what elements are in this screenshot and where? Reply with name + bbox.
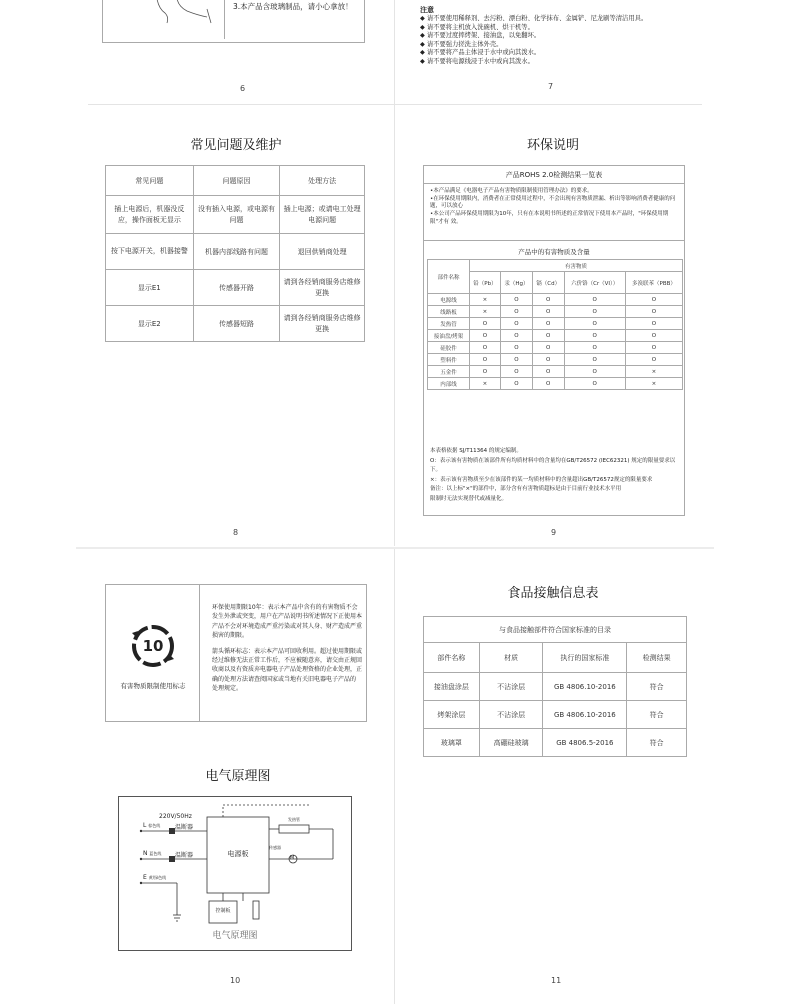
substance-mark: O: [500, 378, 532, 390]
circuit-title: 电气原理图: [205, 769, 271, 784]
substance-mark: O: [532, 366, 564, 378]
footer-line: O：表示该有害物质在该部件所有均质材料中的含量均在GB/T26572 (IEC62321) 规定的限量要求以下。: [430, 457, 676, 473]
header-cell: 常见问题: [106, 166, 194, 196]
control-board-label: 控制板: [215, 908, 231, 914]
substance-table: [427, 259, 683, 390]
substance-name: 多溴联苯（PBB）: [625, 272, 682, 294]
substance-mark: O: [532, 318, 564, 330]
rohs-row: [428, 330, 683, 342]
substance-mark: O: [564, 294, 625, 306]
fuse2-label: 温断器: [175, 852, 194, 859]
header-cell: 问题原因: [193, 166, 280, 196]
env-logo-caption: 有害物质限制使用标志: [120, 682, 186, 690]
e-label: E: [143, 874, 147, 881]
substance-mark: O: [470, 318, 501, 330]
e-sub: 黄/绿色线: [148, 875, 167, 880]
rohs-row: [428, 366, 683, 378]
page-8: [100, 105, 380, 545]
note-item: ◆ 请不要将产品主体浸于水中或向其泼水。: [420, 49, 541, 57]
page-number: 8: [233, 528, 239, 537]
table-cell: 烤架涂层: [424, 701, 480, 729]
page-9: [418, 105, 708, 545]
recycle-text: 箭头循环标志：表示本产品可回收利用。超过使用期限或经过维修无法正常工作后，不应被随意弃，请交由正规回收商以及有资质弃电器电子产品处理资格的企业处理，正确的处理方法请查阅国家或当地有关旧电器电子产品的 处理规定。: [212, 647, 363, 693]
footer-line: 限制时无法实现替代或减量化。: [430, 495, 508, 502]
page-number: 7: [548, 82, 554, 91]
e-terminal: [143, 874, 166, 881]
table-cell: 显示E2: [106, 306, 194, 342]
page-title: 常见问题及维护: [190, 138, 282, 153]
substance-name: 铅（Pb）: [470, 272, 501, 294]
rohs-row: [428, 378, 683, 390]
center-divider-3: [394, 549, 395, 1004]
substance-mark: O: [500, 366, 532, 378]
n-sub: 蓝色线: [149, 851, 162, 856]
page-11: [418, 550, 708, 1000]
substance-name: 六价铬（Cr（VI））: [564, 272, 625, 294]
table-cell: GB 4806.10-2016: [543, 673, 627, 701]
table-cell: 退回供销商处理: [280, 234, 365, 270]
intro-line: •在环保使用期限内，消费者在正常使用过程中，不会出现有害物质泄漏、析出等影响消费者健康的问题，可以放心: [430, 195, 676, 210]
substance-mark: O: [564, 366, 625, 378]
table-cell: GB 4806.10-2016: [543, 701, 627, 729]
substance-header: 有害物质: [470, 260, 683, 272]
note-item: ◆ 请不要强力搓洗主体外壳。: [420, 40, 503, 48]
part-name: 内部线: [428, 378, 470, 390]
header-cell: 执行的国家标准: [543, 643, 627, 673]
part-name: 硅胶件: [428, 342, 470, 354]
substance-mark: O: [470, 366, 501, 378]
table-cell: 插上电源；或请电工处理电源问题: [280, 196, 365, 234]
part-name: 五金件: [428, 366, 470, 378]
row-divider-2: [76, 547, 714, 549]
rohs-row: [428, 318, 683, 330]
sketch-figure: [107, 0, 225, 39]
table-cell: 玻璃罩: [424, 729, 480, 757]
l-terminal: [143, 822, 160, 829]
table-cell: 机器内部线路有问题: [193, 234, 280, 270]
table-cell: 传感器短路: [193, 306, 280, 342]
page-10: [100, 550, 380, 1000]
note-list: [420, 15, 647, 67]
substance-mark: O: [625, 342, 682, 354]
footer-line: ×：表示该有害物质至少在该部件的某一均质材料中的含量超出GB/T26572规定的限量要求: [430, 476, 653, 483]
warning-text: 3.本产品含玻璃制品，请小心拿放！: [233, 2, 353, 11]
header-cell: 部件名称: [424, 643, 480, 673]
page-number: 11: [551, 976, 562, 985]
warning-box: [102, 0, 365, 43]
substance-mark: ×: [470, 378, 501, 390]
rohs-row: [428, 354, 683, 366]
rohs-table-title: 产品ROHS 2.0检测结果一览表: [424, 170, 684, 184]
note-item: ◆ 请不要将电源线浸于水中或向其泼水。: [420, 57, 534, 65]
table-cell: 符合: [627, 729, 687, 757]
motor-label: M: [290, 855, 295, 861]
substance-mark: O: [564, 354, 625, 366]
page-7: [418, 0, 708, 100]
note-title: 注意: [420, 6, 434, 14]
page-number: 6: [240, 84, 246, 93]
env-logo-cell: [106, 585, 200, 721]
env-logo-number: 10: [142, 637, 164, 655]
footer-line: 本表格依据 SJ/T11364 的规定编制。: [430, 448, 522, 454]
rohs-intro: [430, 188, 680, 226]
substance-mark: O: [500, 342, 532, 354]
note-item: ◆ 请不要过度摔烤架、接油盘，以免翻坏。: [420, 32, 541, 40]
table-cell: 插上电源后，机器没反应，操作面板无显示: [106, 196, 194, 234]
sub-title: 产品中的有害物质及含量: [424, 240, 684, 256]
substance-mark: O: [500, 306, 532, 318]
footer-line: 备注：以上标"×"的部件中，部分含有有害物质超标是由于目前行业技术水平用: [430, 486, 622, 492]
table-cell: 符合: [627, 701, 687, 729]
table-cell: 请到各经销商服务店维修更换: [280, 306, 365, 342]
n-label: N: [143, 850, 148, 857]
substance-mark: O: [470, 354, 501, 366]
substance-mark: ×: [470, 294, 501, 306]
substance-name: 汞（Hg）: [500, 272, 532, 294]
env-period-text: 环保使用期限10年：表示本产品中含有的有害物质不会发生外泄或突变，用户在产品说明书所述情况下正使用本产品不会对环境造成严重污染或对其人身、财产造成严重损害的期限。: [212, 604, 363, 640]
substance-mark: O: [532, 330, 564, 342]
table-cell: 请到各经销商服务店维修更换: [280, 270, 365, 306]
part-name: 塑料件: [428, 354, 470, 366]
table-cell: 符合: [627, 673, 687, 701]
substance-mark: O: [625, 306, 682, 318]
circuit-diagram: [118, 796, 352, 951]
part-name: 发热管: [428, 318, 470, 330]
circuit-caption: 电气原理图: [212, 931, 258, 941]
rohs-box: [423, 165, 685, 516]
part-header: 部件名称: [428, 260, 470, 294]
substance-mark: ×: [625, 378, 682, 390]
page-number: 9: [551, 528, 557, 537]
substance-mark: O: [532, 378, 564, 390]
substance-mark: O: [470, 330, 501, 342]
substance-mark: O: [532, 354, 564, 366]
substance-mark: O: [625, 330, 682, 342]
faq-table: [105, 165, 365, 342]
substance-name: 镉（Cd）: [532, 272, 564, 294]
substance-mark: ×: [470, 306, 501, 318]
fuse-label: 温断器: [175, 824, 194, 831]
rohs-row: [428, 306, 683, 318]
substance-mark: ×: [625, 366, 682, 378]
substance-mark: O: [564, 330, 625, 342]
substance-mark: O: [564, 318, 625, 330]
note-item: ◆ 请不要使用稀释剂、去污粉、漂白粉、化学抹布、金属铲、尼龙刷等清洁用具。: [420, 15, 648, 22]
table-cell: 没有插入电源，或电源有问题: [193, 196, 280, 234]
page-title: 食品接触信息表: [507, 586, 599, 601]
l-sub: 棕色线: [148, 823, 161, 828]
substance-mark: O: [500, 354, 532, 366]
substance-mark: O: [564, 378, 625, 390]
page-title: 环保说明: [526, 138, 579, 153]
part-name: 接油盘/烤架: [428, 330, 470, 342]
substance-mark: O: [625, 354, 682, 366]
env-box: [105, 584, 367, 722]
table-cell: 传感器开路: [193, 270, 280, 306]
substance-mark: O: [500, 318, 532, 330]
table-cell: 不沾涂层: [479, 701, 543, 729]
substance-mark: O: [564, 342, 625, 354]
substance-mark: O: [625, 318, 682, 330]
part-name: 电源线: [428, 294, 470, 306]
power-board-label: 电源板: [227, 850, 249, 858]
note-item: ◆ 请不要将主机放入洗碗机、烘干机等。: [420, 23, 534, 31]
table-cell: 高硼硅玻璃: [479, 729, 543, 757]
table-cell: GB 4806.5-2016: [543, 729, 627, 757]
part-name: 线路板: [428, 306, 470, 318]
substance-mark: O: [532, 342, 564, 354]
intro-line: •本公司产品环保使用期限为10年，只有在本说明书所述的正常情况下使用本产品时，"环保使用期限"才有 效。: [430, 211, 669, 225]
substance-mark: O: [470, 342, 501, 354]
n-terminal: [143, 850, 161, 857]
page-number: 10: [230, 976, 241, 985]
table-cell: 不沾涂层: [479, 673, 543, 701]
table-cell: 显示E1: [106, 270, 194, 306]
food-contact-table: [423, 616, 687, 757]
intro-line: •本产品满足《电器电子产品有害物质限制使用管理办法》的要求。: [430, 188, 593, 194]
header-cell: 材质: [479, 643, 543, 673]
page-6: [100, 0, 370, 100]
substance-mark: O: [500, 294, 532, 306]
sensor-label: 传感器: [269, 845, 281, 850]
substance-mark: O: [532, 306, 564, 318]
substance-mark: O: [564, 306, 625, 318]
rohs-row: [428, 294, 683, 306]
hand-sketch-icon: [107, 0, 225, 39]
header-cell: 处理方法: [280, 166, 365, 196]
circuit-voltage: 220V/50Hz: [159, 813, 192, 820]
table-cell: 接油盘涂层: [424, 673, 480, 701]
rohs-footer: [430, 447, 680, 504]
env-text: [212, 603, 362, 694]
center-divider: [394, 0, 395, 104]
substance-mark: O: [532, 294, 564, 306]
center-divider-2: [394, 105, 395, 546]
rohs-row: [428, 342, 683, 354]
heater-label: 发热管: [288, 817, 300, 822]
substance-mark: O: [500, 330, 532, 342]
substance-mark: O: [625, 294, 682, 306]
header-cell: 检测结果: [627, 643, 687, 673]
table-title: 与食品接触部件符合国家标准的目录: [424, 617, 687, 643]
l-label: L: [143, 822, 147, 829]
table-cell: 按下电源开关，机器接警: [106, 234, 194, 270]
